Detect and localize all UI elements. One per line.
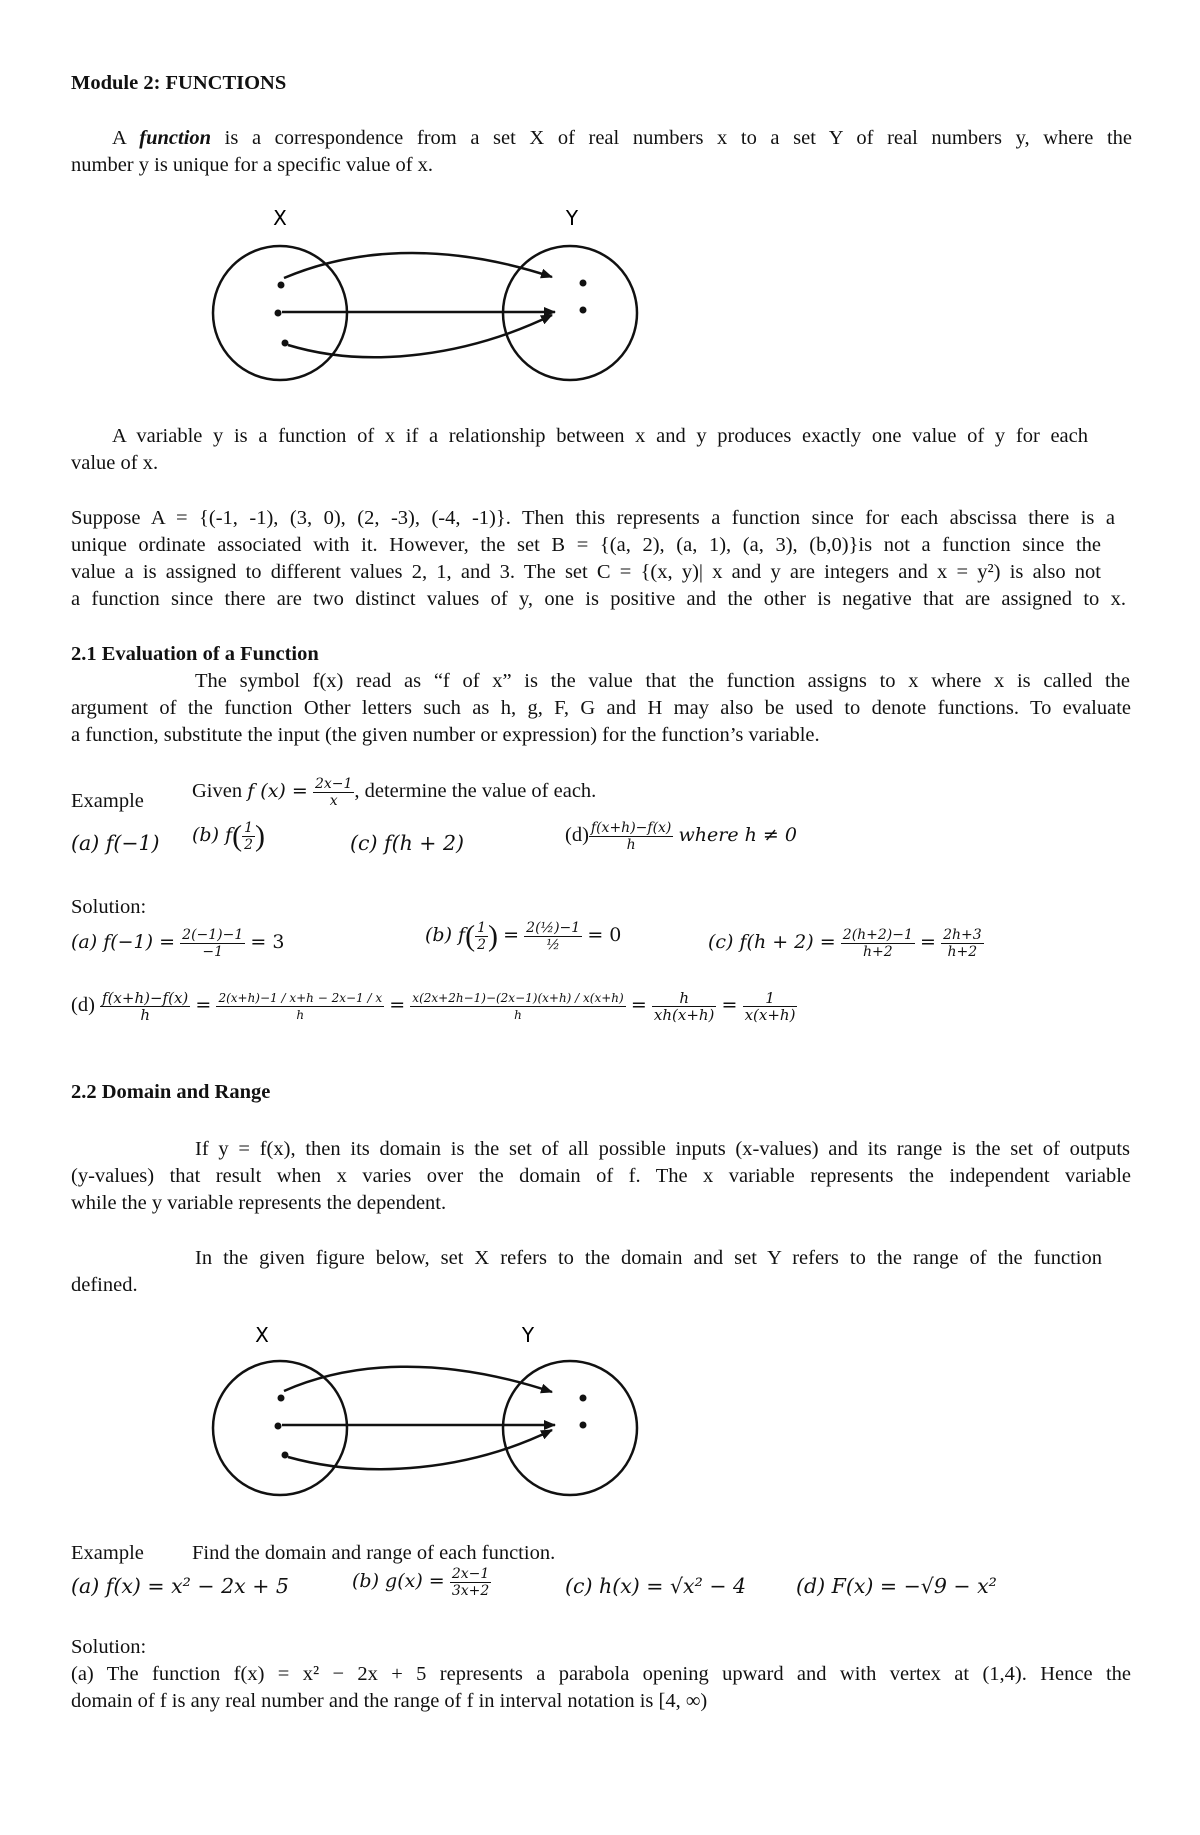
- range-set-circle: [503, 1361, 637, 1495]
- range-label: Y: [521, 1323, 535, 1347]
- solution-1-part-b: (b) f( $\frac{1}{2}$ ) = $\frac{\text{2(½)−1}}{\text{½}}$ = 0: [425, 919, 622, 953]
- section-2-1-line-2: argument of the function Other letters such as h, g, F, G and H may also be used to denote functions. To evaluate: [71, 697, 1131, 719]
- example-2-part-b: (b) g(x) = $\frac{2x-1}{3x+2}$: [352, 1566, 490, 1599]
- variable-para-line-1: A variable y is a function of x if a relationship between x and y produces exactly one value of y for each: [112, 425, 1088, 447]
- suppose-line-2: unique ordinate associated with it. However, the set B = {(a, 2), (a, 1), (a, 3), (b,0)}is not a function since the: [71, 534, 1101, 556]
- section-2-1-heading: 2.1 Evaluation of a Function: [71, 643, 319, 665]
- solution-1-part-c: (c) f(h + 2) = $\frac{2(h+2)-1}{h+2}$ = $\frac{2h+3}{h+2}$: [708, 927, 982, 960]
- domain-label: X: [255, 1323, 269, 1347]
- domain-point-1: [278, 1395, 285, 1402]
- mapping-arrow-1: [284, 253, 552, 278]
- variable-para-line-2: value of x.: [71, 452, 159, 474]
- solution-1-part-d: (d) $\frac{f(x+h)-f(x)}{h}$ = $\frac{2(x+h)-1 / x+h - 2x-1 / x}{h}$ = $\frac{x(2x+2h-1)-(2x-1)(x+h) / x(x+h)}{h}$ = $\frac{h}{xh(x+h)}$ = $\frac{1}{x(x+h)}$: [71, 989, 796, 1024]
- example-1-label: Example: [71, 790, 144, 812]
- section-2-2-para-1-line-2: (y-values) that result when x varies over the domain of f. The x variable represents the independent variable: [71, 1165, 1131, 1187]
- module-title: Module 2: FUNCTIONS: [71, 72, 287, 94]
- domain-point-2: [275, 1423, 282, 1430]
- set-x-label: X: [273, 206, 287, 230]
- range-point-2: [580, 307, 587, 314]
- example-1-part-a: (a) f(−1): [71, 831, 160, 855]
- solution-1-label: Solution:: [71, 896, 147, 918]
- domain-point-3: [282, 1452, 289, 1459]
- domain-point-1: [278, 282, 285, 289]
- example-2-label: Example: [71, 1542, 144, 1564]
- example-2-part-c: (c) h(x) = √x² − 4: [565, 1574, 747, 1598]
- example-2-part-d: (d) F(x) = −√9 − x²: [796, 1574, 997, 1598]
- domain-point-3: [282, 340, 289, 347]
- example-1-given: Given f (x) = $\frac{2x-1}{x}$ , determine the value of each.: [192, 776, 597, 809]
- domain-point-2: [275, 310, 282, 317]
- mapping-diagram-1: [200, 205, 660, 405]
- solution-2-line-1: (a) The function f(x) = x² − 2x + 5 represents a parabola opening upward and with vertex at (1,4). Hence the: [71, 1663, 1131, 1685]
- solution-2-label: Solution:: [71, 1636, 147, 1658]
- range-point-1: [580, 1395, 587, 1402]
- example-2-part-a: (a) f(x) = x² − 2x + 5: [71, 1574, 289, 1598]
- suppose-line-4: a function since there are two distinct values of y, one is positive and the other is negative that are assigned to x.: [71, 588, 1126, 610]
- section-2-1-line-1: The symbol f(x) read as “f of x” is the value that the function assigns to x where x is called the: [195, 670, 1130, 692]
- solution-1-part-a: (a) f(−1) = $\frac{2(-1)-1}{-1}$ = 3: [71, 927, 285, 960]
- example-1-part-d: (d) $\frac{f(x+h)-f(x)}{h}$ where h ≠ 0: [565, 820, 797, 853]
- suppose-line-3: value a is assigned to different values 2, 1, and 3. The set C = {(x, y)| x and y are integers and x = y²) is also not: [71, 561, 1101, 583]
- section-2-2-heading: 2.2 Domain and Range: [71, 1081, 271, 1103]
- section-2-2-para-2-line-2: defined.: [71, 1274, 138, 1296]
- range-point-2: [580, 1422, 587, 1429]
- section-2-2-para-1-line-3: while the y variable represents the dependent.: [71, 1192, 447, 1214]
- example-1-part-c: (c) f(h + 2): [350, 831, 465, 855]
- range-point-1: [580, 280, 587, 287]
- set-y-label: Y: [565, 206, 579, 230]
- mapping-diagram-2: [200, 1320, 660, 1520]
- solution-2-line-2: domain of f is any real number and the range of f in interval notation is [4, ∞): [71, 1690, 708, 1712]
- definition-line-1: A function is a correspondence from a set X of real numbers x to a set Y of real numbers y, where the: [112, 127, 1132, 149]
- suppose-line-1: Suppose A = {(-1, -1), (3, 0), (2, -3), (-4, -1)}. Then this represents a function since for each abscissa there is a: [71, 507, 1115, 529]
- section-2-2-para-1-line-1: If y = f(x), then its domain is the set of all possible inputs (x-values) and its range is the set of outputs: [195, 1138, 1130, 1160]
- section-2-1-line-3: a function, substitute the input (the given number or expression) for the function’s variable.: [71, 724, 820, 746]
- section-2-2-para-2-line-1: In the given figure below, set X refers to the domain and set Y refers to the range of the function: [195, 1247, 1102, 1269]
- definition-line-2: number y is unique for a specific value of x.: [71, 154, 434, 176]
- mapping-arrow-1: [284, 1367, 552, 1392]
- example-1-part-b: (b) f( $\frac{1}{2}$ ): [192, 819, 265, 853]
- example-2-text: Find the domain and range of each function.: [192, 1542, 556, 1564]
- function-term: function: [139, 127, 212, 149]
- mapping-arrow-3: [288, 315, 552, 357]
